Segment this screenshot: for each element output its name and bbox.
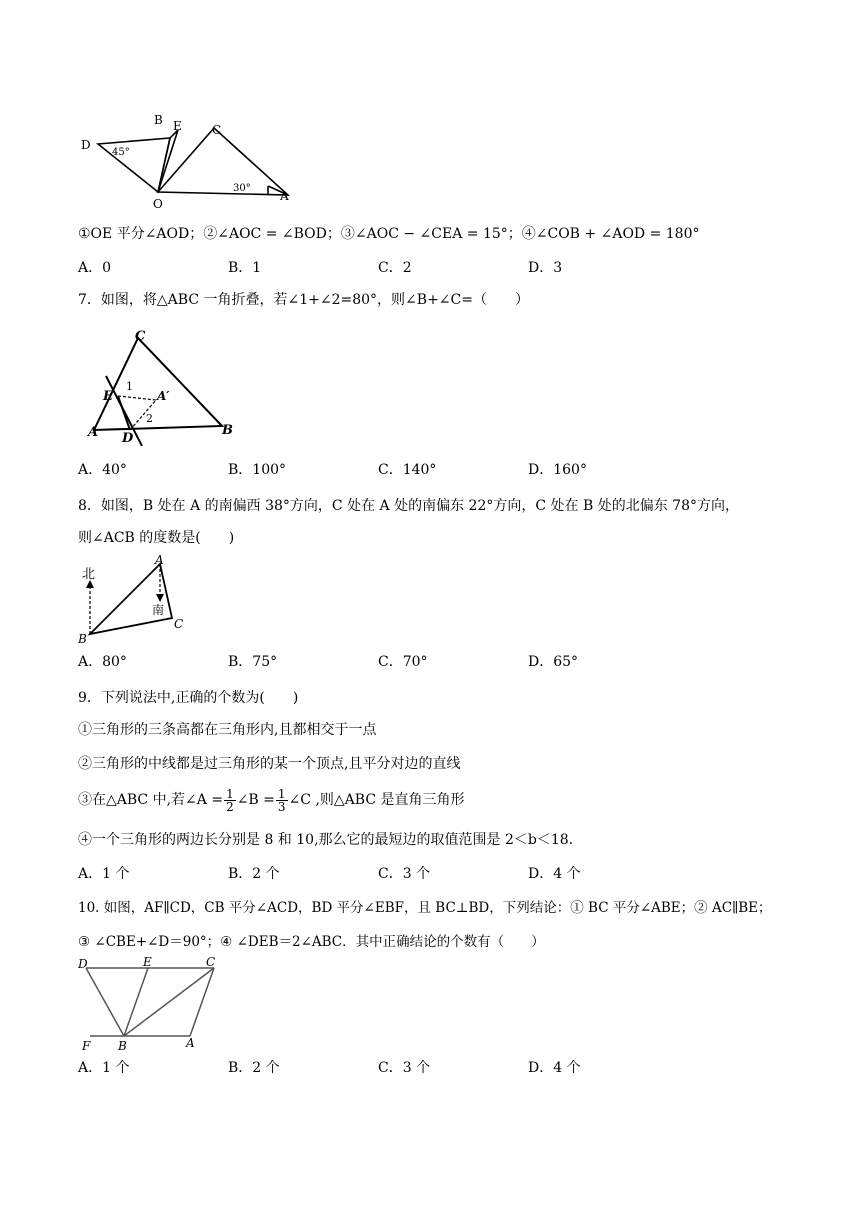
q7-label-C: C <box>135 329 146 344</box>
q9-statement-1: ①三角形的三条高都在三角形内,且都相交于一点 <box>78 722 377 738</box>
q6-statements: ①OE 平分∠AOD；②∠AOC = ∠BOD；③∠AOC − ∠CEA = 15°；④∠COB + ∠AOD = 180° <box>78 226 700 242</box>
q6-label-O: O <box>153 197 163 211</box>
q7-angle-1: 1 <box>126 380 133 393</box>
q9-option-c[interactable]: C．3 个 <box>378 866 431 882</box>
q7-label-A-prime: A′ <box>157 389 170 403</box>
q8-north-label: 北 <box>82 567 96 582</box>
q6-option-d[interactable]: D．3 <box>528 260 563 276</box>
q9-stem: 9．下列说法中,正确的个数为( ) <box>78 690 299 706</box>
q7-option-a[interactable]: A．40° <box>78 462 127 478</box>
q9-option-d[interactable]: D．4 个 <box>528 866 581 882</box>
q8-option-b[interactable]: B．75° <box>228 654 278 670</box>
q7-label-A: A <box>88 425 99 440</box>
q7-option-b[interactable]: B．100° <box>228 462 287 478</box>
q10-option-d[interactable]: D．4 个 <box>528 1060 581 1076</box>
q10-label-D: D <box>78 957 88 971</box>
q8-label-C: C <box>174 617 184 631</box>
q10-figure <box>78 956 228 1052</box>
q9-statement-3 <box>78 786 464 814</box>
q10-option-a[interactable]: A．1 个 <box>78 1060 130 1076</box>
q10-label-C: C <box>206 956 216 969</box>
q6-option-a[interactable]: A．0 <box>78 260 112 276</box>
q7-stem: 7．如图，将△ABC 一角折叠，若∠1+∠2=80°，则∠B+∠C=（ ） <box>78 292 529 308</box>
q9-option-b[interactable]: B．2 个 <box>228 866 280 882</box>
q8-option-a[interactable]: A．80° <box>78 654 127 670</box>
q10-label-E: E <box>143 956 152 969</box>
q6-label-B: B <box>154 113 163 127</box>
q6-angle-30: 30° <box>233 183 251 194</box>
q7-label-D: D <box>122 431 134 446</box>
q8-south-label: 南 <box>152 603 165 617</box>
q6-label-E: E <box>173 119 182 133</box>
q7-angle-2: 2 <box>146 412 153 425</box>
q7-figure <box>84 326 244 446</box>
q6-option-c[interactable]: C．2 <box>378 260 412 276</box>
q7-option-d[interactable]: D．160° <box>528 462 587 478</box>
q9-option-a[interactable]: A．1 个 <box>78 866 130 882</box>
q7-label-E: E <box>103 389 113 404</box>
q9-fraction-half: $\frac{1}{2}$ <box>226 786 234 814</box>
q9-statement-4: ④一个三角形的两边长分别是 8 和 10,那么它的最短边的取值范围是 2＜b＜18. <box>78 832 574 848</box>
q10-stem-line2: ③ ∠CBE+∠D＝90°；④ ∠DEB＝2∠ABC．其中正确结论的个数有（ ） <box>78 934 545 950</box>
q9-s3-pre: ③在△ABC 中,若∠A = <box>78 792 224 808</box>
q7-label-B: B <box>222 423 233 438</box>
q8-stem-line2: 则∠ACB 的度数是( ) <box>78 530 235 546</box>
q7-option-c[interactable]: C．140° <box>378 462 437 478</box>
q10-label-B: B <box>118 1039 127 1052</box>
q6-label-D: D <box>81 138 91 152</box>
q10-option-c[interactable]: C．3 个 <box>378 1060 431 1076</box>
q6-label-C: C <box>212 123 222 137</box>
q10-label-F: F <box>82 1039 91 1052</box>
q8-stem-line1: 8．如图，B 处在 A 的南偏西 38°方向，C 处在 A 处的南偏东 22°方向，C 处在 B 处的北偏东 78°方向， <box>78 498 739 514</box>
q9-statement-2: ②三角形的中线都是过三角形的某一个顶点,且平分对边的直线 <box>78 756 461 772</box>
q8-figure <box>78 554 198 644</box>
q10-label-A: A <box>186 1036 195 1050</box>
q6-option-b[interactable]: B．1 <box>228 260 262 276</box>
q8-label-B: B <box>78 632 87 644</box>
q8-label-A: A <box>155 554 164 567</box>
q9-s3-mid: ∠B = <box>236 792 275 808</box>
q6-label-A: A <box>280 189 289 203</box>
q8-option-c[interactable]: C．70° <box>378 654 428 670</box>
q6-figure <box>78 108 298 212</box>
q9-fraction-third: $\frac{1}{3}$ <box>277 786 286 814</box>
q6-angle-45: 45° <box>112 147 130 158</box>
q10-option-b[interactable]: B．2 个 <box>228 1060 280 1076</box>
q8-option-d[interactable]: D．65° <box>528 654 579 670</box>
q10-stem-line1: 10. 如图，AF∥CD，CB 平分∠ACD，BD 平分∠EBF，且 BC⊥BD，下列结论：① BC 平分∠ABE；② AC∥BE； <box>78 900 772 916</box>
q9-s3-post: ∠C ,则△ABC 是直角三角形 <box>288 792 465 808</box>
